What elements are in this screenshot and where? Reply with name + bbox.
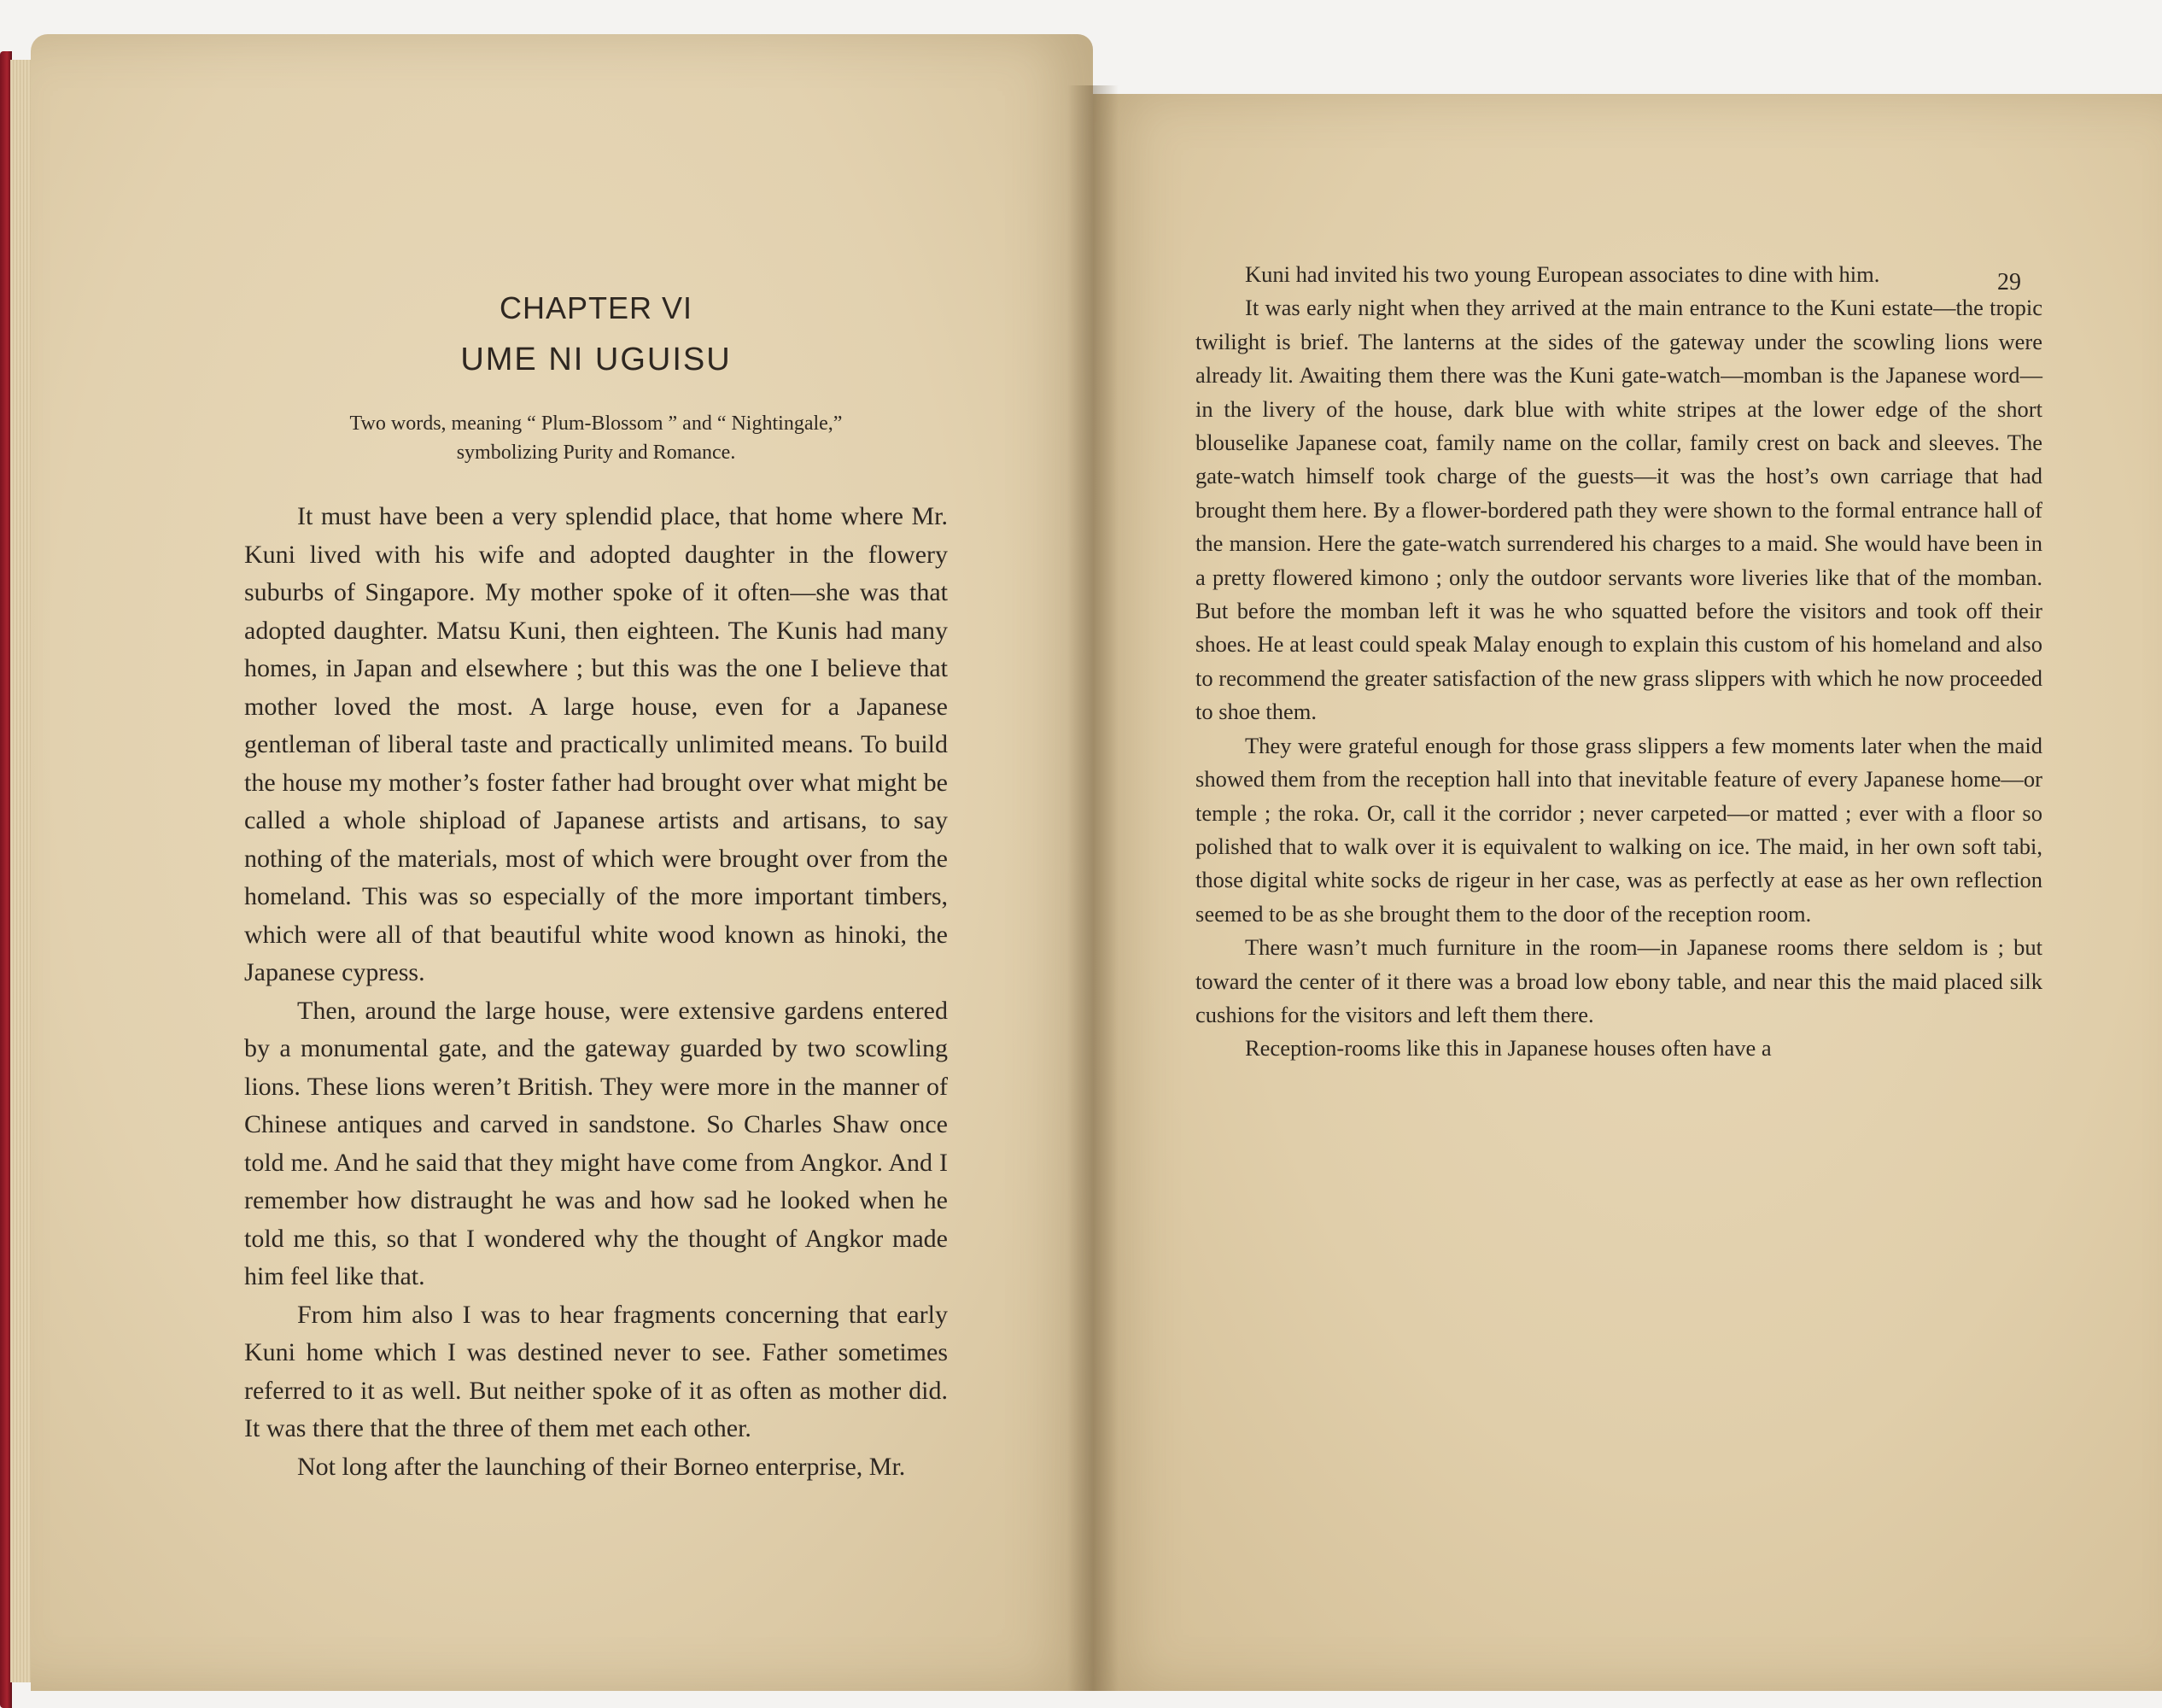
- chapter-label: CHAPTER VI: [499, 290, 693, 325]
- right-paragraph-5: Reception-rooms like this in Japanese houses often have a: [1245, 1035, 1772, 1062]
- chapter-subtitle-line-1: Two words, meaning “ Plum-Blossom ” and “ Nightingale,”: [349, 412, 843, 435]
- right-paragraph-3: They were grateful enough for those grass slippers a few moments later when the maid showed them from the reception hall into that inevitable feature of every Japanese home—or temple ; the roka. Or, call it the corridor ; never carpeted—or matted ; ever with a floor so polished that to walk over it is equivalent to walking on ice. The maid, in her own soft tabi, those digital white socks de rigeur in her case, was as perfectly at ease as her own reflection seemed to be as she brought them to the door of the reception room.: [1195, 732, 2042, 927]
- right-paragraph-4: There wasn’t much furniture in the room—in Japanese rooms there seldom is ; but toward the center of it there was a broad low ebony table, and near this the maid placed silk cushions for the visitors and left them there.: [1195, 934, 2042, 1027]
- left-page: [31, 34, 1093, 1691]
- right-page: [1093, 94, 2162, 1691]
- page-number: 29: [1997, 269, 2021, 295]
- chapter-title: UME NI UGUISU: [460, 342, 732, 377]
- left-paragraph-4: Not long after the launching of their Borneo enterprise, Mr.: [297, 1452, 906, 1481]
- right-paragraph-1: Kuni had invited his two young European associates to dine with him.: [1245, 261, 1880, 287]
- left-paragraph-2: Then, around the large house, were extensive gardens entered by a monumental gate, and the gateway guarded by two scowling lions. These lions weren’t British. They were more in the manner of Chinese antiques and carved in sandstone. So Charles Shaw once told me. And he said that they might have come from Angkor. And I remember how distraught he was and how sad he looked when he told me this, so that I wondered why the thought of Angkor made him feel like that.: [244, 996, 948, 1290]
- left-paragraph-1: It must have been a very splendid place, that home where Mr. Kuni lived with his wife and adopted daughter in the flowery suburbs of Singapore. My mother spoke of it often—she was that adopted daughter. Matsu Kuni, then eighteen. The Kunis had many homes, in Japan and elsewhere ; but this was the one I believe that mother loved the most. A large house, even for a Japanese gentleman of liberal taste and practically unlimited means. To build the house my mother’s foster father had brought over what might be called a whole shipload of Japanese artists and artisans, to say nothing of the materials, most of which were brought over from the homeland. This was so especially of the more important timbers, which were all of that beautiful white wood known as hinoki, the Japanese cypress.: [244, 502, 948, 986]
- right-text-block: [1195, 258, 2042, 1066]
- left-paragraph-3: From him also I was to hear fragments concerning that early Kuni home which I was destined never to see. Father sometimes referred to it as well. But neither spoke of it as often as mother did. It was there that the three of them met each other.: [244, 1300, 948, 1442]
- right-paragraph-2: It was early night when they arrived at the main entrance to the Kuni estate—the tropic twilight is brief. The lanterns at the sides of the gateway under the scowling lions were already lit. Awaiting them there was the Kuni gate-watch—momban is the Japanese word—in the livery of the house, dark blue with white stripes at the lower edge of the short blouselike Japanese coat, family name on the collar, family crest on back and sleeves. The gate-watch himself took charge of the guests—it was the host’s own carriage that had brought them here. By a flower-bordered path they were shown to the formal entrance hall of the mansion. Here the gate-watch surrendered his charges to a maid. She would have been in a pretty flowered kimono ; only the outdoor servants wore liveries like that of the momban. But before the momban left it was he who squatted before the visitors and took off their shoes. He at least could speak Malay enough to explain this custom of his homeland and also to recommend the greater satisfaction of the new grass slippers with which he now proceeded to shoe them.: [1195, 295, 2042, 725]
- chapter-subtitle-line-2: symbolizing Purity and Romance.: [456, 442, 736, 464]
- open-book: [0, 34, 2162, 1708]
- chapter-subtitle: [272, 409, 920, 467]
